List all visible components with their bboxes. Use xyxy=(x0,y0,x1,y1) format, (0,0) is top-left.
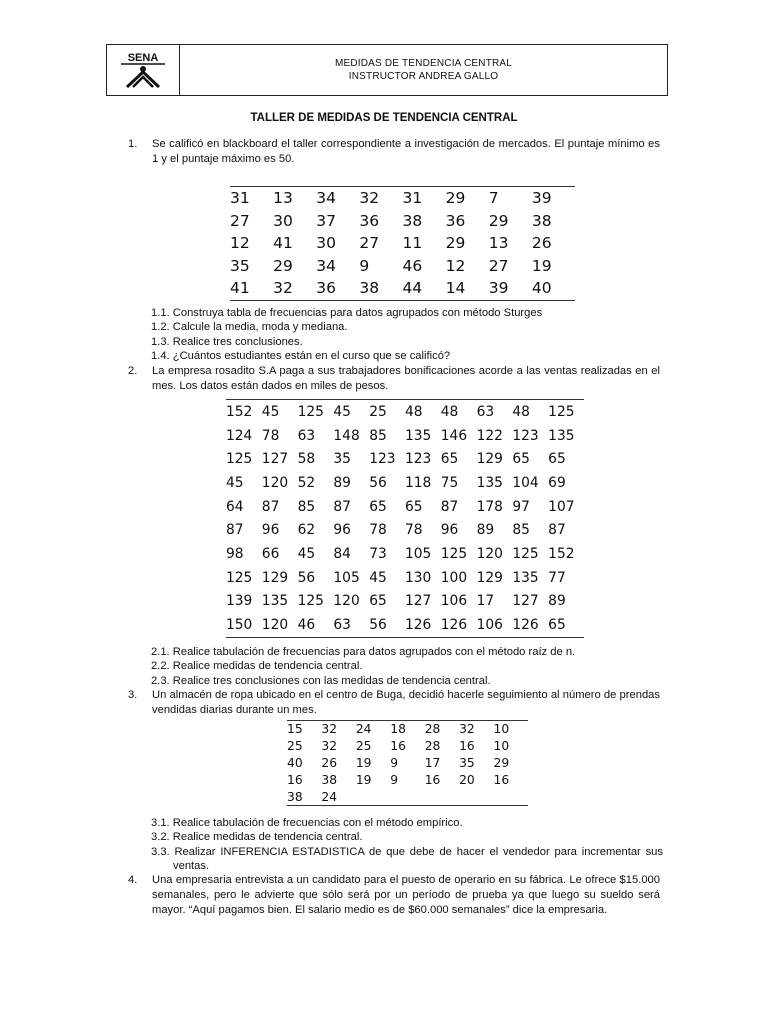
table-cell: 44 xyxy=(402,279,423,298)
header-line-1: MEDIDAS DE TENDENCIA CENTRAL xyxy=(334,58,513,69)
table-row xyxy=(226,424,584,448)
table-cell: 87 xyxy=(440,498,459,515)
table-cell: 39 xyxy=(488,279,509,298)
table-cell: 127 xyxy=(512,593,539,610)
table-cell xyxy=(494,789,528,806)
table-cell: 17 xyxy=(424,756,441,771)
table-cell: 85 xyxy=(369,427,387,444)
table-row xyxy=(287,789,528,806)
table-cell: 96 xyxy=(261,522,280,539)
table-cell: 34 xyxy=(316,189,336,208)
table-row xyxy=(226,542,584,566)
table-cell: 127 xyxy=(404,593,432,610)
question-1 xyxy=(128,137,660,167)
table-cell: 139 xyxy=(226,593,253,610)
table-cell: 37 xyxy=(316,211,336,230)
table-row xyxy=(226,518,584,542)
table-cell: 120 xyxy=(261,617,289,634)
table-cell: 16 xyxy=(424,773,441,788)
table-cell: 32 xyxy=(321,722,338,737)
table-cell: 56 xyxy=(369,474,387,491)
table-cell: 123 xyxy=(404,451,432,468)
task-item: 3.3. Realizar INFERENCIA ESTADISTICA de que debe de hacer el vendedor para incrementar sus ventas. xyxy=(151,845,663,873)
question-3 xyxy=(128,688,660,718)
table-cell: 38 xyxy=(287,790,303,804)
header-line-2: INSTRUCTOR ANDREA GALLO xyxy=(348,71,499,82)
task-item: 2.2. Realice medidas de tendencia central. xyxy=(151,660,363,673)
table-cell: 12 xyxy=(445,256,466,275)
table-cell: 38 xyxy=(402,211,423,230)
table-row xyxy=(226,590,584,614)
table-cell: 28 xyxy=(424,739,441,754)
page-title: TALLER DE MEDIDAS DE TENDENCIA CENTRAL xyxy=(250,112,518,124)
table-cell: 97 xyxy=(512,498,530,515)
table-cell: 122 xyxy=(476,427,503,444)
table-cell: 35 xyxy=(459,756,475,771)
table-cell: 63 xyxy=(333,617,351,634)
table-cell: 45 xyxy=(297,545,316,562)
table-cell: 38 xyxy=(359,279,380,298)
table-cell: 31 xyxy=(402,189,423,208)
table-cell: 135 xyxy=(548,427,575,444)
data-table-1 xyxy=(230,186,575,301)
table-cell: 45 xyxy=(333,403,351,420)
table-cell: 127 xyxy=(261,451,289,468)
table-cell: 178 xyxy=(476,498,503,515)
table-row xyxy=(287,755,528,772)
table-cell: 46 xyxy=(297,617,316,634)
table-cell: 25 xyxy=(355,739,372,754)
table-cell: 29 xyxy=(488,211,509,230)
table-cell: 123 xyxy=(369,451,396,468)
table-cell: 48 xyxy=(512,403,530,420)
table-cell: 15 xyxy=(287,722,303,737)
table-cell: 31 xyxy=(230,189,250,208)
table-cell: 32 xyxy=(359,189,380,208)
task-item: 1.4. ¿Cuántos estudiantes están en el curso que se calificó? xyxy=(151,350,451,363)
table-cell: 32 xyxy=(459,722,475,737)
table-cell: 105 xyxy=(333,569,360,586)
table-cell: 16 xyxy=(390,739,406,754)
table-row xyxy=(287,738,528,755)
table-cell: 40 xyxy=(287,756,303,771)
task-item: 2.3. Realice tres conclusiones con las medidas de tendencia central. xyxy=(151,674,491,687)
table-cell: 24 xyxy=(321,790,338,804)
table-cell: 14 xyxy=(445,279,466,298)
table-row xyxy=(230,232,575,255)
table-cell: 16 xyxy=(493,773,510,788)
table-cell: 78 xyxy=(369,522,387,539)
table-cell: 29 xyxy=(273,256,293,275)
table-cell: 48 xyxy=(404,403,423,420)
table-cell: 13 xyxy=(273,189,293,208)
table-cell: 85 xyxy=(297,498,316,515)
table-cell: 85 xyxy=(512,522,530,539)
table-cell: 124 xyxy=(226,427,253,444)
table-cell: 65 xyxy=(548,451,566,468)
table-cell: 120 xyxy=(333,593,360,610)
table-cell: 36 xyxy=(359,211,380,230)
table-cell: 65 xyxy=(440,451,459,468)
table-cell: 65 xyxy=(512,451,530,468)
table-cell: 9 xyxy=(359,256,370,275)
table-cell: 39 xyxy=(531,189,552,208)
data-table-3 xyxy=(287,720,528,806)
table-cell: 41 xyxy=(273,234,293,253)
table-cell: 87 xyxy=(333,498,351,515)
table-cell: 106 xyxy=(440,593,468,610)
question-text: Una empresaria entrevista a un candidato para el puesto de operario en su fábrica. Le ofrece $15.000 semanales, pero le advierte que sólo será por un período de prueba ya que luego su sueldo será mayor. “Aquí pagamos bien. El salario medio es de $60.000 semanales” dice la empresaria. xyxy=(152,874,660,916)
table-cell: 25 xyxy=(287,739,303,754)
table-cell: 135 xyxy=(261,593,289,610)
table-cell: 19 xyxy=(531,256,552,275)
table-cell: 125 xyxy=(297,593,324,610)
table-cell: 126 xyxy=(440,617,468,634)
table-cell: 120 xyxy=(476,545,503,562)
table-cell: 9 xyxy=(390,773,399,788)
table-cell: 65 xyxy=(369,498,387,515)
table-row xyxy=(230,277,575,300)
table-cell: 63 xyxy=(297,427,316,444)
question-1-tasks xyxy=(151,306,663,364)
table-cell: 75 xyxy=(440,474,459,491)
table-cell: 96 xyxy=(333,522,351,539)
table-cell: 125 xyxy=(440,545,468,562)
table-cell: 24 xyxy=(355,722,372,737)
table-cell: 29 xyxy=(445,234,466,253)
task-item: 2.1. Realice tabulación de frecuencias para datos agrupados con el método raíz de n. xyxy=(151,646,576,658)
question-text: La empresa rosadito S.A paga a sus trabajadores bonificaciones acorde a las ventas realizadas en el mes. Los datos están dados en miles de pesos. xyxy=(152,365,660,392)
table-cell: 129 xyxy=(261,569,289,586)
table-cell: 38 xyxy=(321,773,338,788)
sena-logo-icon xyxy=(117,50,169,90)
task-item: 1.2. Calcule la media, moda y mediana. xyxy=(151,321,348,334)
question-text: Se calificó en blackboard el taller correspondiente a investigación de mercados. El puntaje mínimo es 1 y el puntaje máximo es 50. xyxy=(152,138,660,165)
table-cell: 45 xyxy=(369,569,387,586)
table-cell: 135 xyxy=(512,569,539,586)
table-cell: 118 xyxy=(404,474,432,491)
table-cell: 20 xyxy=(459,773,475,788)
table-cell: 125 xyxy=(512,545,539,562)
table-cell: 64 xyxy=(226,498,244,515)
table-cell: 96 xyxy=(440,522,459,539)
table-cell: 66 xyxy=(261,545,280,562)
table-cell: 7 xyxy=(488,189,499,208)
table-cell: 152 xyxy=(226,403,253,420)
table-row xyxy=(226,566,584,590)
table-cell: 100 xyxy=(440,569,468,586)
table-cell: 130 xyxy=(404,569,432,586)
table-cell: 120 xyxy=(261,474,289,491)
table-cell: 25 xyxy=(369,403,387,420)
table-cell: 125 xyxy=(548,403,575,420)
table-cell xyxy=(390,789,424,806)
table-cell: 106 xyxy=(476,617,503,634)
table-cell: 19 xyxy=(355,773,372,788)
table-cell: 29 xyxy=(493,756,510,771)
table-cell: 18 xyxy=(390,722,406,737)
question-4 xyxy=(128,873,660,918)
table-cell: 27 xyxy=(488,256,509,275)
table-cell: 89 xyxy=(548,593,566,610)
question-number: 1. xyxy=(128,138,138,150)
table-cell: 129 xyxy=(476,451,503,468)
table-row xyxy=(287,772,528,789)
table-cell: 56 xyxy=(297,569,316,586)
table-cell: 135 xyxy=(476,474,503,491)
table-cell: 89 xyxy=(333,474,351,491)
table-row xyxy=(226,400,584,424)
table-row xyxy=(230,187,575,210)
table-cell: 135 xyxy=(404,427,432,444)
table-cell: 32 xyxy=(273,279,293,298)
table-row xyxy=(226,471,584,495)
table-cell: 12 xyxy=(230,234,250,253)
table-cell: 78 xyxy=(261,427,280,444)
table-cell: 38 xyxy=(531,211,552,230)
table-row xyxy=(230,210,575,233)
table-cell: 105 xyxy=(404,545,432,562)
question-2-tasks xyxy=(151,645,663,688)
table-cell: 35 xyxy=(230,256,250,275)
table-cell: 9 xyxy=(390,756,399,771)
task-item: 3.1. Realice tabulación de frecuencias con el método empírico. xyxy=(151,817,463,829)
table-cell xyxy=(356,789,390,806)
table-cell: 30 xyxy=(316,234,336,253)
svg-text:SENA: SENA xyxy=(127,52,159,64)
table-row xyxy=(287,721,528,738)
table-cell: 27 xyxy=(230,211,250,230)
table-cell: 87 xyxy=(226,522,244,539)
table-cell: 78 xyxy=(404,522,423,539)
table-cell: 129 xyxy=(476,569,503,586)
table-row xyxy=(230,255,575,278)
table-cell: 126 xyxy=(512,617,539,634)
table-cell: 32 xyxy=(321,739,338,754)
table-cell: 29 xyxy=(445,189,466,208)
table-cell: 87 xyxy=(548,522,566,539)
sena-logo xyxy=(107,45,180,95)
table-cell: 104 xyxy=(512,474,539,491)
table-cell: 46 xyxy=(402,256,423,275)
table-cell: 77 xyxy=(548,569,566,586)
table-cell: 45 xyxy=(261,403,280,420)
task-item: 1.3. Realice tres conclusiones. xyxy=(151,335,303,348)
question-3-tasks xyxy=(151,816,663,874)
table-cell: 123 xyxy=(512,427,539,444)
table-cell: 27 xyxy=(359,234,380,253)
table-row xyxy=(226,613,584,637)
table-cell xyxy=(459,789,493,806)
table-cell: 19 xyxy=(355,756,372,771)
table-row xyxy=(226,447,584,471)
table-cell: 40 xyxy=(531,279,552,298)
table-cell: 30 xyxy=(273,211,293,230)
task-item: 1.1. Construya tabla de frecuencias para datos agrupados con método Sturges xyxy=(151,307,543,319)
table-cell: 87 xyxy=(261,498,280,515)
table-cell: 69 xyxy=(548,474,566,491)
table-cell: 84 xyxy=(333,545,351,562)
table-cell: 11 xyxy=(402,234,423,253)
question-number: 2. xyxy=(128,365,138,377)
table-cell: 63 xyxy=(476,403,495,420)
data-table-2 xyxy=(226,399,584,638)
table-cell: 65 xyxy=(548,617,566,634)
table-cell: 126 xyxy=(404,617,432,634)
table-cell: 17 xyxy=(476,593,495,610)
table-cell: 13 xyxy=(488,234,509,253)
table-cell: 125 xyxy=(226,569,253,586)
table-cell: 98 xyxy=(226,545,244,562)
table-cell: 152 xyxy=(548,545,575,562)
table-cell: 148 xyxy=(333,427,360,444)
table-cell: 52 xyxy=(297,474,316,491)
table-cell: 107 xyxy=(548,498,575,515)
header-text xyxy=(180,45,667,95)
table-cell: 58 xyxy=(297,451,316,468)
table-row xyxy=(226,495,584,519)
table-cell: 36 xyxy=(316,279,336,298)
table-cell: 16 xyxy=(459,739,475,754)
question-text: Un almacén de ropa ubicado en el centro de Buga, decidió hacerle seguimiento al número de prendas vendidas diarias durante un mes. xyxy=(152,689,660,716)
table-cell: 45 xyxy=(226,474,244,491)
table-cell: 125 xyxy=(226,451,253,468)
table-cell xyxy=(425,789,459,806)
table-cell: 125 xyxy=(297,403,324,420)
table-cell: 34 xyxy=(316,256,336,275)
table-cell: 73 xyxy=(369,545,387,562)
table-cell: 150 xyxy=(226,617,253,634)
question-2 xyxy=(128,364,660,394)
table-cell: 65 xyxy=(404,498,423,515)
table-cell: 10 xyxy=(493,722,510,737)
table-cell: 10 xyxy=(493,739,510,754)
table-cell: 41 xyxy=(230,279,250,298)
table-cell: 62 xyxy=(297,522,316,539)
table-cell: 26 xyxy=(531,234,552,253)
table-cell: 16 xyxy=(287,773,303,788)
table-cell: 65 xyxy=(369,593,387,610)
table-cell: 35 xyxy=(333,451,351,468)
table-cell: 36 xyxy=(445,211,466,230)
table-cell: 56 xyxy=(369,617,387,634)
table-cell: 48 xyxy=(440,403,459,420)
table-cell: 26 xyxy=(321,756,338,771)
table-cell: 146 xyxy=(440,427,468,444)
question-number: 4. xyxy=(128,874,138,886)
document-header xyxy=(106,44,668,96)
question-number: 3. xyxy=(128,689,138,701)
table-cell: 28 xyxy=(424,722,441,737)
task-item: 3.2. Realice medidas de tendencia central. xyxy=(151,831,363,844)
table-cell: 89 xyxy=(476,522,495,539)
